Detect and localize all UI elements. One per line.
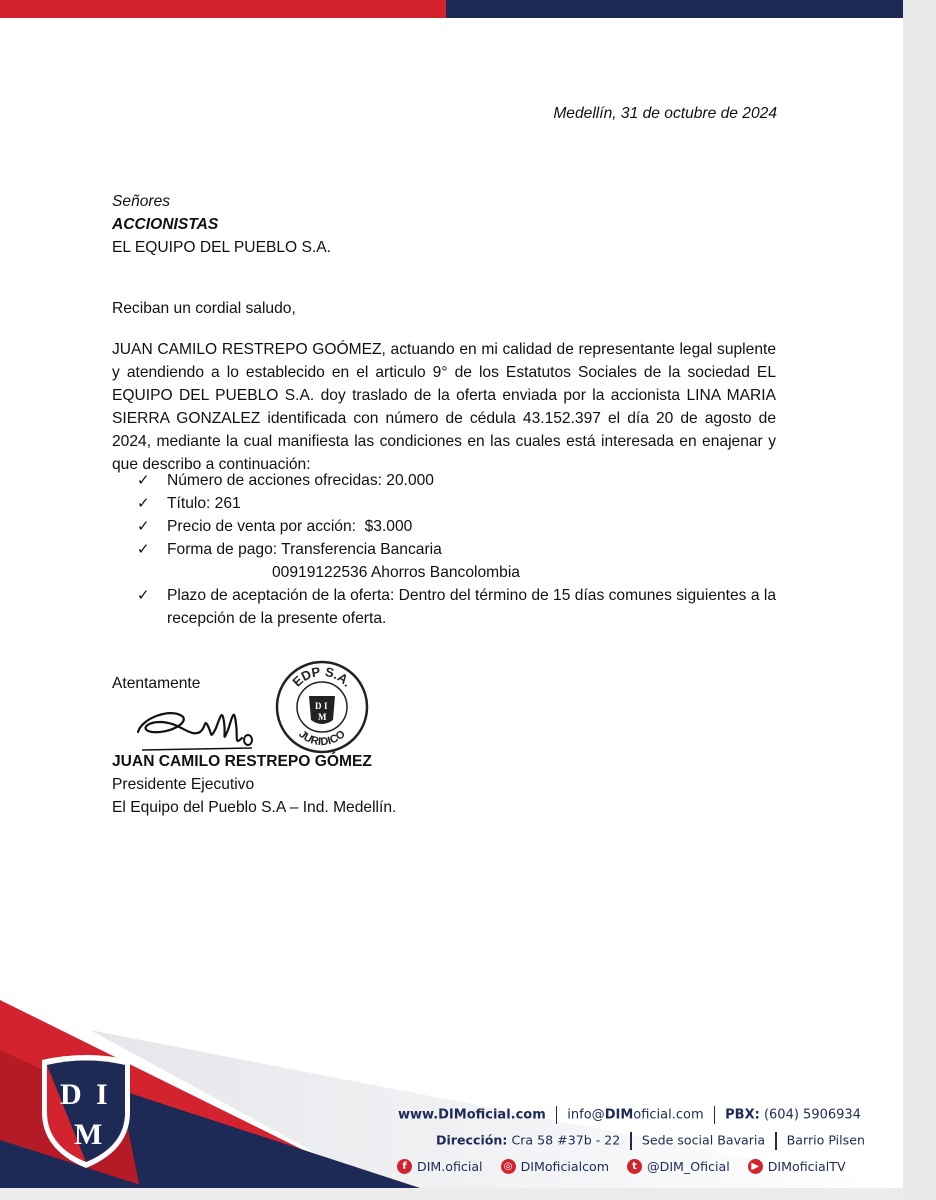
svg-text:JURIDICO — [296, 728, 348, 748]
stamp-letter-d: D — [315, 701, 322, 711]
check-icon: ✓ — [137, 541, 150, 558]
addressee-block — [112, 190, 331, 259]
signer-title: Presidente Ejecutivo — [112, 776, 255, 793]
stamp-letter-i: I — [324, 701, 328, 711]
neighborhood: Barrio Pilsen — [786, 1132, 865, 1148]
social-youtube[interactable]: ▶ DIMoficialTV — [748, 1159, 846, 1174]
email-link[interactable]: info@DIMoficial.com — [567, 1107, 704, 1123]
stamp-top-text: EDP S.A. — [289, 663, 356, 690]
list-item — [112, 515, 776, 538]
signature-block — [112, 750, 396, 819]
viewer-gutter — [903, 0, 936, 1200]
addressee-line3: EL EQUIPO DEL PUEBLO S.A. — [112, 239, 331, 256]
check-icon: ✓ — [137, 518, 150, 535]
dim-shield-logo — [38, 1052, 134, 1170]
list-item-text: Título: 261 — [167, 495, 241, 512]
divider — [714, 1106, 716, 1124]
list-item — [112, 492, 776, 515]
stamp-letter-m: M — [318, 712, 327, 722]
social-twitter[interactable]: t @DIM_Oficial — [627, 1159, 730, 1174]
list-item-text: Forma de pago: Transferencia Bancaria — [167, 541, 442, 558]
divider — [556, 1106, 558, 1124]
signer-org: El Equipo del Pueblo S.A – Ind. Medellín. — [112, 799, 397, 816]
signer-name: JUAN CAMILO RESTREPO GÓMEZ — [112, 753, 372, 770]
list-item — [112, 584, 776, 630]
facebook-icon: f — [397, 1159, 412, 1174]
addressee-line1: Señores — [112, 193, 171, 210]
check-icon: ✓ — [137, 495, 150, 512]
shield-letter-d: D — [60, 1078, 82, 1111]
twitter-icon: t — [627, 1159, 642, 1174]
shield-letter-m: M — [74, 1118, 103, 1151]
social-row — [397, 1157, 860, 1174]
addressee-line2: ACCIONISTAS — [112, 216, 219, 233]
handwritten-signature — [130, 688, 260, 758]
pbx-value: (604) 5906934 — [763, 1107, 861, 1123]
list-item-text: Número de acciones ofrecidas: 20.000 — [167, 472, 434, 489]
social-instagram[interactable]: ◎ DIMoficialcom — [501, 1159, 609, 1174]
contact-row-2 — [436, 1132, 865, 1150]
address-label: Dirección: — [436, 1132, 508, 1148]
list-item-text: Plazo de aceptación de la oferta: Dentro del término de 15 días comunes siguientes a la recepción de la presente oferta. — [167, 587, 776, 627]
list-item — [112, 469, 776, 492]
website-link[interactable]: www.DIMoficial.com — [398, 1107, 546, 1123]
instagram-icon: ◎ — [501, 1159, 516, 1174]
contact-row-1 — [398, 1106, 861, 1124]
list-item — [112, 538, 776, 584]
divider — [775, 1132, 777, 1150]
letter-date: Medellín, 31 de octubre de 2024 — [553, 105, 777, 122]
check-icon: ✓ — [137, 472, 150, 489]
stamp-seal — [275, 660, 369, 754]
pbx-label: PBX: — [725, 1107, 760, 1123]
greeting: Reciban un cordial saludo, — [112, 300, 296, 317]
venue: Sede social Bavaria — [641, 1132, 766, 1148]
body-paragraph: JUAN CAMILO RESTREPO GOÓMEZ, actuando en mi calidad de representante legal suplente y atendiendo a lo establecido en el articulo 9° de los Estatutos Sociales de la sociedad EL EQUIPO DEL PUEBLO S.A. doy traslado de la oferta enviada por la accionista LINA MARIA SIERRA GONZALEZ identificada con número de cédula 43.152.397 el día 20 de agosto de 2024, mediante la cual manifiesta las condiciones en las cuales está interesada en enajenar y que describo a continuación: — [112, 341, 776, 473]
payment-detail: 00919122536 Ahorros Bancolombia — [272, 564, 520, 581]
shield-letter-i: I — [96, 1078, 108, 1111]
address-value: Cra 58 #37b - 22 — [511, 1132, 621, 1148]
stamp-bottom-text: JURIDICO — [296, 728, 348, 749]
closing: Atentamente — [112, 675, 201, 692]
check-icon: ✓ — [137, 587, 150, 604]
social-facebook[interactable]: f DIM.oficial — [397, 1159, 483, 1174]
youtube-icon: ▶ — [748, 1159, 763, 1174]
divider — [630, 1132, 632, 1150]
list-item-text: Precio de venta por acción: $3.000 — [167, 518, 413, 535]
top-red-bar — [0, 0, 446, 18]
top-navy-bar — [446, 0, 903, 18]
offer-conditions-list — [112, 469, 776, 630]
